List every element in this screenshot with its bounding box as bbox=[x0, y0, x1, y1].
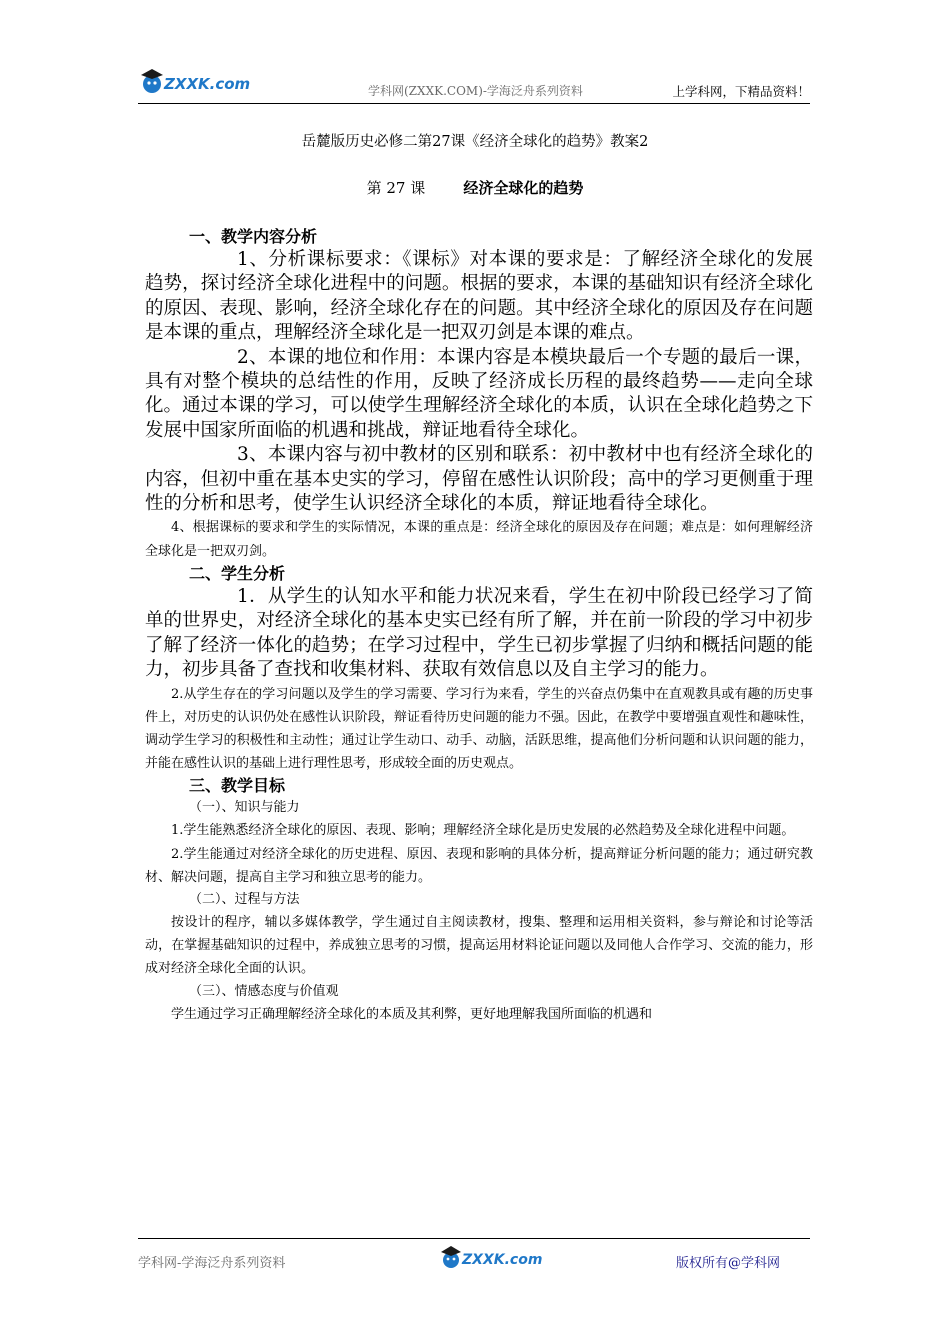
lesson-number: 第 27 课 bbox=[366, 179, 426, 197]
section-heading-teaching-goals: 三、教学目标 bbox=[189, 776, 286, 796]
paragraph: 1．从学生的认知水平和能力状况来看，学生在初中阶段已经学习了简单的世界史，对经济全球化的基本史实已经有所了解，并在前一阶段的学习中初步了解了经济一体化的趋势；在学习过程中，学生已初步掌握了归纳和概括问题的能力，初步具备了查找和收集材料、获取有效信息以及自主学习的能力。 bbox=[145, 585, 813, 681]
paragraph: 4、根据课标的要求和学生的实际情况，本课的重点是：经济全球化的原因及存在问题；难点是：如何理解经济全球化是一把双刃剑。 bbox=[145, 520, 813, 559]
paragraph: 2.从学生存在的学习问题以及学生的学习需要、学习行为来看，学生的兴奋点仍集中在直观教具或有趣的历史事件上，对历史的认识仍处在感性认识阶段，辩证看待历史问题的能力不强。因此，在教学中要增强直观性和趣味性，调动学生学习的积极性和主动性；通过让学生动口、动手、动脑，活跃思维，提高他们分析问题和认识问题的能力，并能在感性认识的基础上进行理性思考，形成较全面的历史观点。 bbox=[145, 686, 813, 772]
footer-site-text: 学科网-学海泛舟系列资料 bbox=[138, 1256, 286, 1271]
paragraph: 2、本课的地位和作用：本课内容是本模块最后一个专题的最后一课，具有对整个模块的总结性的作用，反映了经济成长历程的最终趋势——走向全球化。通过本课的学习，可以使学生理解经济全球化的本质，认识在全球化趋势之下发展中国家所面临的机遇和挑战，辩证地看待全球化。 bbox=[145, 346, 813, 441]
paragraph: 3、本课内容与初中教材的区别和联系：初中教材中也有经济全球化的内容，但初中重在基本史实的学习，停留在感性认识阶段；高中的学习更侧重于理性的分析和思考，使学生认识经济全球化的本质，辩证地看待全球化。 bbox=[145, 444, 813, 515]
section-heading-content-analysis: 一、教学内容分析 bbox=[189, 227, 318, 246]
page-footer bbox=[138, 1238, 810, 1278]
paragraph: 1、分析课标要求：《课标》对本课的要求是：了解经济全球化的发展趋势，探讨经济全球化进程中的问题。根据的要求，本课的基础知识有经济全球化的原因、表现、影响，经济全球化存在的问题。其中经济全球化的原因及存在问题是本课的重点，理解经济全球化是一把双刃剑是本课的难点。 bbox=[145, 249, 813, 344]
lesson-title bbox=[0, 177, 950, 198]
paragraph: 学生通过学习正确理解经济全球化的本质及其利弊，更好地理解我国所面临的机遇和 bbox=[171, 1006, 653, 1022]
zxxk-logo bbox=[438, 1242, 550, 1272]
header-site-text: 学科网(ZXXK.COM)-学海泛舟系列资料 bbox=[368, 84, 583, 98]
section-heading-student-analysis: 二、学生分析 bbox=[189, 563, 286, 583]
header-divider bbox=[138, 103, 810, 104]
footer-copyright: 版权所有@学科网 bbox=[675, 1256, 780, 1271]
subsection-heading: （一）、知识与能力 bbox=[189, 800, 300, 816]
svg-text:ZXXK.com: ZXXK.com bbox=[164, 75, 251, 93]
paragraph: 按设计的程序，辅以多媒体教学，学生通过自主阅读教材，搜集、整理和运用相关资料，参与辩论和讨论等活动，在掌握基础知识的过程中，养成独立思考的习惯，提高运用材料论证问题以及同他人合作学习、交流的能力，形成对经济全球化全面的认识。 bbox=[145, 914, 813, 977]
lesson-name: 经济全球化的趋势 bbox=[463, 179, 584, 197]
subsection-heading: （二）、过程与方法 bbox=[189, 891, 300, 907]
subsection-heading: （三）、情感态度与价值观 bbox=[189, 983, 339, 999]
paragraph: 2.学生能通过对经济全球化的历史进程、原因、表现和影响的具体分析，提高辩证分析问题的能力；通过研究教材、解决问题，提高自主学习和独立思考的能力。 bbox=[145, 846, 813, 885]
document-title: 岳麓版历史必修二第27课《经济全球化的趋势》教案2 bbox=[301, 134, 649, 150]
page-header bbox=[138, 60, 810, 106]
zxxk-logo bbox=[138, 64, 258, 98]
paragraph: 1.学生能熟悉经济全球化的原因、表现、影响；理解经济全球化是历史发展的必然趋势及全球化进程中问题。 bbox=[171, 823, 795, 839]
header-slogan: 上学科网，下精品资料！ bbox=[672, 84, 810, 99]
svg-text:ZXXK.com: ZXXK.com bbox=[462, 1252, 543, 1268]
document-body bbox=[145, 226, 813, 1026]
